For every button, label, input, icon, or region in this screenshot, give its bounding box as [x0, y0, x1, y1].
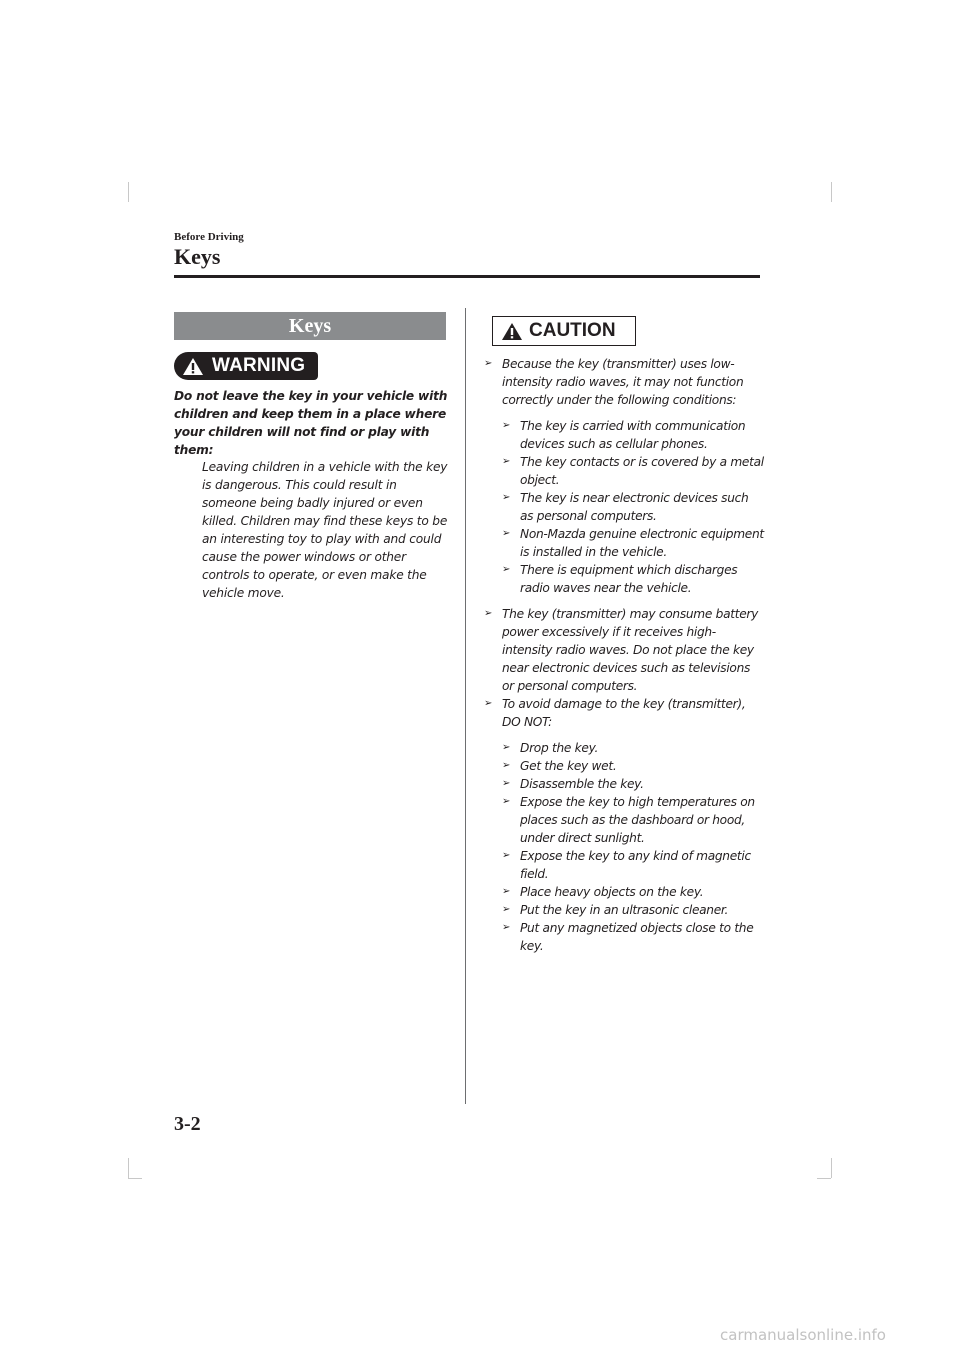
caution-sub-item — [502, 739, 764, 757]
bullet-arrow-icon: ➢ — [502, 886, 511, 897]
bullet-arrow-icon: ➢ — [502, 778, 511, 789]
caution-sub-item-text: Expose the key to any kind of magnetic field. — [520, 849, 751, 881]
caution-sub-item-text: Put the key in an ultrasonic cleaner. — [520, 903, 729, 917]
caution-sub-list — [484, 739, 764, 955]
bullet-arrow-icon: ➢ — [502, 742, 511, 753]
crop-mark — [831, 182, 832, 202]
caution-list — [484, 355, 764, 963]
caution-sub-item-text: Place heavy objects on the key. — [520, 885, 704, 899]
section-label: Before Driving — [174, 231, 244, 243]
caution-sub-item-text: There is equipment which discharges radio waves near the vehicle. — [520, 563, 738, 595]
caution-sub-item-text: Disassemble the key. — [520, 777, 644, 791]
caution-sub-item-text: The key contacts or is covered by a metal object. — [520, 455, 764, 487]
caution-sub-item — [502, 757, 764, 775]
caution-sub-list — [484, 417, 764, 597]
bullet-arrow-icon: ➢ — [502, 760, 511, 771]
bullet-arrow-icon: ➢ — [484, 358, 493, 369]
caution-sub-item — [502, 847, 764, 883]
caution-sub-item — [502, 453, 764, 489]
warning-label: WARNING — [212, 355, 306, 376]
caution-item — [484, 695, 764, 731]
caution-sub-item — [502, 525, 764, 561]
caution-sub-item — [502, 561, 764, 597]
bullet-arrow-icon: ➢ — [502, 528, 511, 539]
warning-body: Leaving children in a vehicle with the key is dangerous. This could result in someone being badly injured or even killed. Children may find these keys to be an interesting toy to play with and could cause the power windows or other controls to operate, or even make the vehicle move. — [202, 460, 448, 600]
caution-sub-item — [502, 793, 764, 847]
caution-badge — [492, 316, 636, 346]
caution-triangle-icon — [501, 322, 523, 341]
caution-sub-item — [502, 417, 764, 453]
header-rule — [174, 275, 760, 278]
caution-sub-item-text: Put any magnetized objects close to the key. — [520, 921, 754, 953]
bullet-arrow-icon: ➢ — [502, 922, 511, 933]
crop-mark — [128, 1158, 129, 1178]
page-number: 3-2 — [174, 1113, 201, 1135]
caution-sub-item-text: Drop the key. — [520, 741, 599, 755]
caution-sub-item-text: Non-Mazda genuine electronic equipment is installed in the vehicle. — [520, 527, 764, 559]
caution-item-text: The key (transmitter) may consume battery power excessively if it receives high-intensity radio waves. Do not place the key near electronic devices such as televisions or personal computers. — [502, 607, 759, 693]
caution-sub-item — [502, 919, 764, 955]
bullet-arrow-icon: ➢ — [502, 420, 511, 431]
caution-sub-item — [502, 883, 764, 901]
warning-badge — [174, 352, 318, 380]
caution-item — [484, 355, 764, 409]
section-title-bar: Keys — [174, 312, 446, 340]
caution-sub-item-text: The key is carried with communication devices such as cellular phones. — [520, 419, 746, 451]
bullet-arrow-icon: ➢ — [502, 564, 511, 575]
watermark: carmanualsonline.info — [720, 1326, 886, 1344]
caution-item — [484, 605, 764, 695]
caution-item-text: To avoid damage to the key (transmitter), DO NOT: — [502, 697, 746, 729]
column-divider — [465, 308, 466, 1104]
bullet-arrow-icon: ➢ — [502, 850, 511, 861]
warning-heading: Do not leave the key in your vehicle with children and keep them in a place where your children will not find or play with them: — [174, 389, 448, 457]
bullet-arrow-icon: ➢ — [502, 796, 511, 807]
bullet-arrow-icon: ➢ — [502, 456, 511, 467]
bullet-arrow-icon: ➢ — [484, 608, 493, 619]
bullet-arrow-icon: ➢ — [502, 492, 511, 503]
warning-triangle-icon — [182, 357, 204, 376]
caution-sub-item-text: Expose the key to high temperatures on places such as the dashboard or hood, under direct sunlight. — [520, 795, 755, 845]
crop-mark — [128, 1178, 142, 1179]
caution-sub-item — [502, 775, 764, 793]
caution-sub-item — [502, 489, 764, 525]
bullet-arrow-icon: ➢ — [484, 698, 493, 709]
crop-mark — [831, 1158, 832, 1178]
caution-sub-item-text: Get the key wet. — [520, 759, 617, 773]
caution-sub-item-text: The key is near electronic devices such as personal computers. — [520, 491, 749, 523]
chapter-title: Keys — [174, 244, 221, 269]
caution-item-text: Because the key (transmitter) uses low-intensity radio waves, it may not function correctly under the following conditions: — [502, 357, 744, 407]
bullet-arrow-icon: ➢ — [502, 904, 511, 915]
caution-label: CAUTION — [529, 320, 616, 341]
crop-mark — [817, 1178, 831, 1179]
crop-mark — [128, 182, 129, 202]
caution-sub-item — [502, 901, 764, 919]
